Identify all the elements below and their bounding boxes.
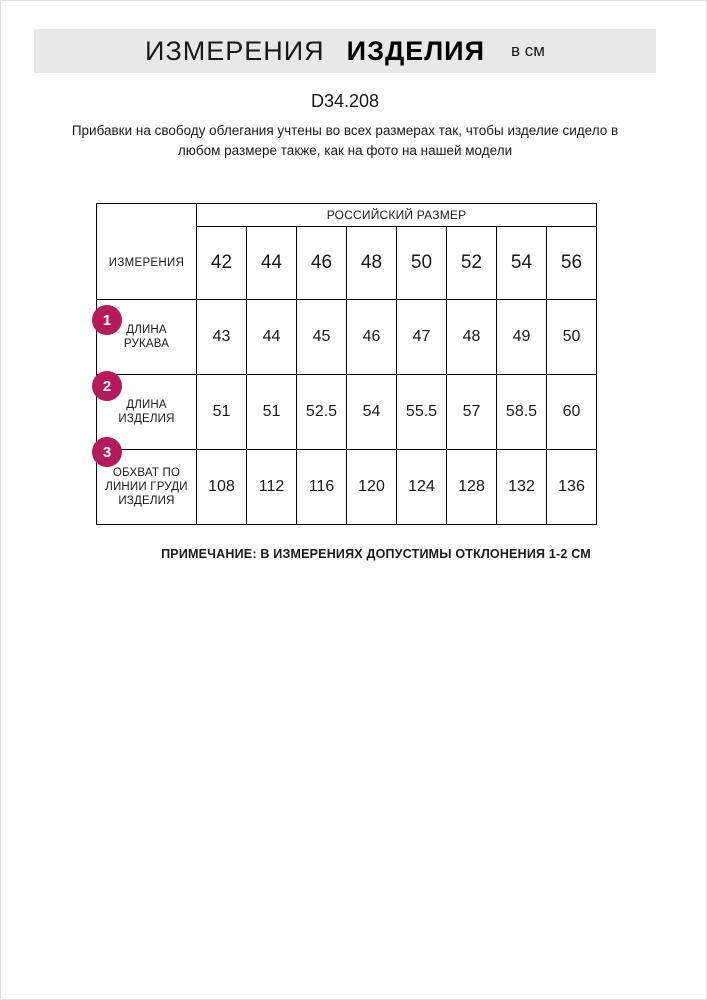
size-header-56: 56 (547, 227, 597, 300)
group-header-russian-size: РОССИЙСКИЙ РАЗМЕР (197, 204, 597, 227)
table-row (97, 450, 597, 525)
cell-r3-c8: 136 (547, 450, 597, 525)
row-bullet-3: 3 (92, 437, 122, 467)
table-header-group-row (97, 204, 597, 227)
cell-r3-c3: 116 (297, 450, 347, 525)
cell-r1-c6: 48 (447, 300, 497, 375)
row-label-product-length: ДЛИНА ИЗДЕЛИЯ (97, 375, 197, 450)
cell-r1-c2: 44 (247, 300, 297, 375)
row-bullet-2: 2 (92, 371, 122, 401)
cell-r2-c1: 51 (197, 375, 247, 450)
size-table (96, 203, 597, 525)
cell-r2-c5: 55.5 (397, 375, 447, 450)
size-header-54: 54 (497, 227, 547, 300)
header-measurements: ИЗМЕРЕНИЯ (97, 227, 197, 300)
intro-text: Прибавки на свободу облегания учтены во всех размерах так, чтобы изделие сидело в любом размере также, как на фото на нашей модели (71, 123, 619, 158)
cell-r1-c7: 49 (497, 300, 547, 375)
row-bullet-1: 1 (92, 305, 122, 335)
article-code: D34.208 (310, 91, 380, 111)
size-header-48: 48 (347, 227, 397, 300)
row-label-sleeve-length: ДЛИНА РУКАВА (97, 300, 197, 375)
cell-r3-c5: 124 (397, 450, 447, 525)
footer-note: ПРИМЕЧАНИЕ: В ИЗМЕРЕНИЯХ ДОПУСТИМЫ ОТКЛОНЕНИЯ 1-2 СМ (161, 547, 591, 561)
cell-r2-c3: 52.5 (297, 375, 347, 450)
title-measurements: ИЗМЕРЕНИЯ (145, 35, 325, 66)
cell-r1-c1: 43 (197, 300, 247, 375)
size-table-wrap (34, 203, 656, 561)
corner-cell (97, 204, 197, 227)
cell-r3-c1: 108 (197, 450, 247, 525)
cell-r1-c4: 46 (347, 300, 397, 375)
content-area (34, 29, 656, 561)
size-header-50: 50 (397, 227, 447, 300)
cell-r2-c6: 57 (447, 375, 497, 450)
table-header-row (97, 227, 597, 300)
cell-r2-c4: 54 (347, 375, 397, 450)
size-header-46: 46 (297, 227, 347, 300)
cell-r2-c7: 58.5 (497, 375, 547, 450)
page-title-band (34, 29, 656, 73)
cell-r2-c2: 51 (247, 375, 297, 450)
cell-r3-c7: 132 (497, 450, 547, 525)
title-units: в см (511, 41, 545, 60)
table-row (97, 300, 597, 375)
row-label-chest-girth: ОБХВАТ ПО ЛИНИИ ГРУДИ ИЗДЕЛИЯ (97, 450, 197, 525)
cell-r1-c8: 50 (547, 300, 597, 375)
cell-r2-c8: 60 (547, 375, 597, 450)
cell-r3-c2: 112 (247, 450, 297, 525)
cell-r3-c6: 128 (447, 450, 497, 525)
size-header-44: 44 (247, 227, 297, 300)
cell-r1-c5: 47 (397, 300, 447, 375)
table-row (97, 375, 597, 450)
cell-r3-c4: 120 (347, 450, 397, 525)
title-product: ИЗДЕЛИЯ (346, 35, 485, 66)
cell-r1-c3: 45 (297, 300, 347, 375)
size-header-42: 42 (197, 227, 247, 300)
size-header-52: 52 (447, 227, 497, 300)
